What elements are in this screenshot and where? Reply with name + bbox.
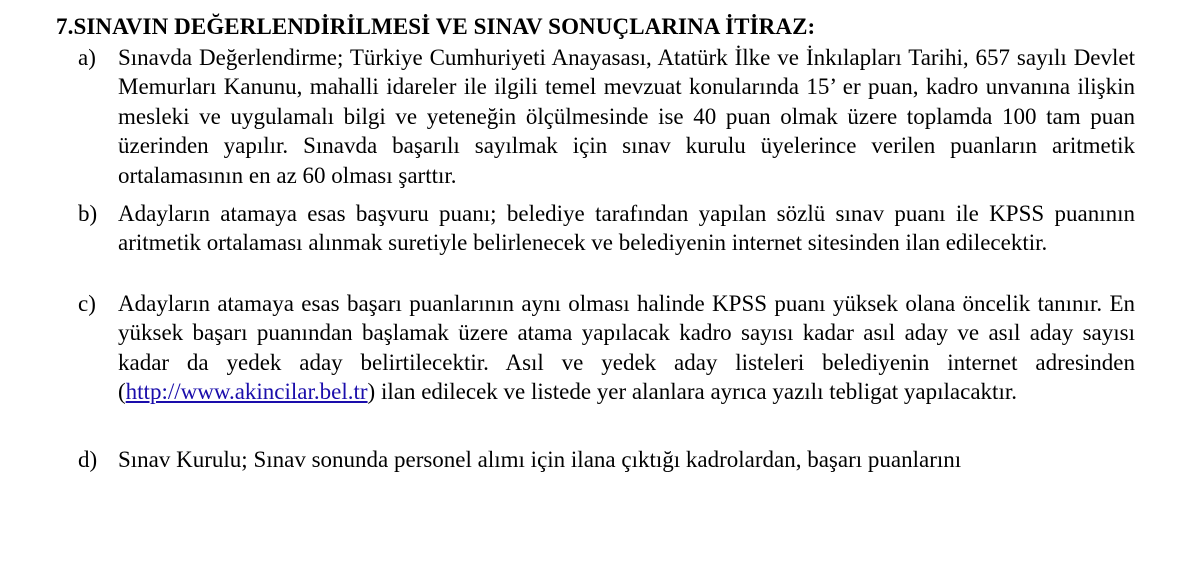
list-item-a bbox=[78, 43, 1135, 190]
list-marker-b: b) bbox=[78, 201, 98, 226]
list-item-c-text-before-link: Adayların atamaya esas başarı puanlarının aynı olması halinde KPSS puanı yüksek olana öncelik tanınır. En yüksek başarı puanından başlamak üzere atama yapılacak kadro sayısı kadar asıl aday ve asıl aday sayısı kadar da yedek aday belirtilecektir. Asıl ve yedek aday listeleri belediyenin internet adresinden ( bbox=[118, 291, 1135, 405]
list-marker-a: a) bbox=[78, 45, 96, 70]
list-item-c-text-after-link: ) ilan edilecek ve listede yer alanlara ayrıca yazılı tebligat yapılacaktır. bbox=[367, 379, 1017, 405]
list-item-c-text bbox=[118, 289, 1135, 407]
list-item-c bbox=[78, 289, 1135, 407]
list-marker-c: c) bbox=[78, 291, 96, 316]
list-item-d-text: Sınav Kurulu; Sınav sonunda personel alımı için ilana çıktığı kadrolardan, başarı puanlarını bbox=[118, 447, 962, 472]
municipality-website-link[interactable]: http://www.akincilar.bel.tr bbox=[125, 379, 368, 405]
list-item-d bbox=[78, 445, 1135, 474]
section-heading: 7.SINAVIN DEĞERLENDİRİLMESİ VE SINAV SONUÇLARINA İTİRAZ: bbox=[56, 14, 816, 39]
list-marker-d: d) bbox=[78, 447, 98, 472]
list-item-b-text: Adayların atamaya esas başvuru puanı; belediye tarafından yapılan sözlü sınav puanı ile KPSS puanının aritmetik ortalaması alınmak suretiyle belirlenecek ve belediyenin internet sitesinden ilan edilecektir. bbox=[118, 201, 1135, 256]
list-item-b bbox=[78, 199, 1135, 258]
list-item-a-text: Sınavda Değerlendirme; Türkiye Cumhuriyeti Anayasası, Atatürk İlke ve İnkılapları Tarihi, 657 sayılı Devlet Memurları Kanunu, mahalli idareler ile ilgili temel mevzuat konularında 15’ er puan, kadro unvanına ilişkin mesleki ve uygulamalı bilgi ve yeteneğin ölçülmesinde ise 40 puan olmak üzere toplamda 100 tam puan üzerinden yapılır. Sınavda başarılı sayılmak için sınav kurulu üyelerince verilen puanların aritmetik ortalamasının en az 60 olması şarttır. bbox=[118, 45, 1135, 188]
